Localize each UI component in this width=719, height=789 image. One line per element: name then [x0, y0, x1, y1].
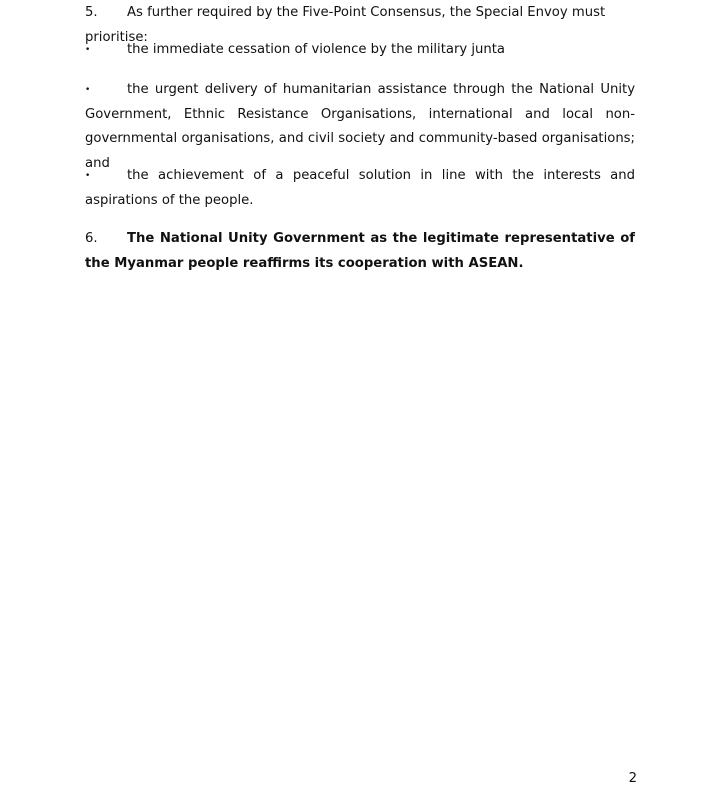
paragraph-6 — [85, 227, 635, 276]
paragraph-number: 6. — [85, 231, 98, 246]
bullet-item — [85, 164, 635, 213]
paragraph-number: 5. — [85, 5, 98, 20]
page-number: 2 — [628, 771, 637, 786]
paragraph-text: As further required by the Five-Point Consensus, the Special Envoy must prioritise: — [85, 5, 606, 45]
bullet-item — [85, 78, 635, 176]
paragraph-text: The National Unity Government as the legitimate representative of the Myanmar people reaffirms its cooperation with ASEAN. — [85, 231, 635, 271]
bullet-text: the urgent delivery of humanitarian assistance through the National Unity Government, Ethnic Resistance Organisations, international and local non-governmental organisations, and civil society and community-based organisations; and — [85, 82, 635, 171]
bullet-text: the immediate cessation of violence by the military junta — [127, 42, 506, 57]
bullet-marker: • — [85, 45, 91, 55]
bullet-item — [85, 38, 635, 63]
bullet-marker: • — [85, 171, 91, 181]
bullet-text: the achievement of a peaceful solution in line with the interests and aspirations of the people. — [85, 168, 635, 208]
bullet-marker: • — [85, 85, 91, 95]
